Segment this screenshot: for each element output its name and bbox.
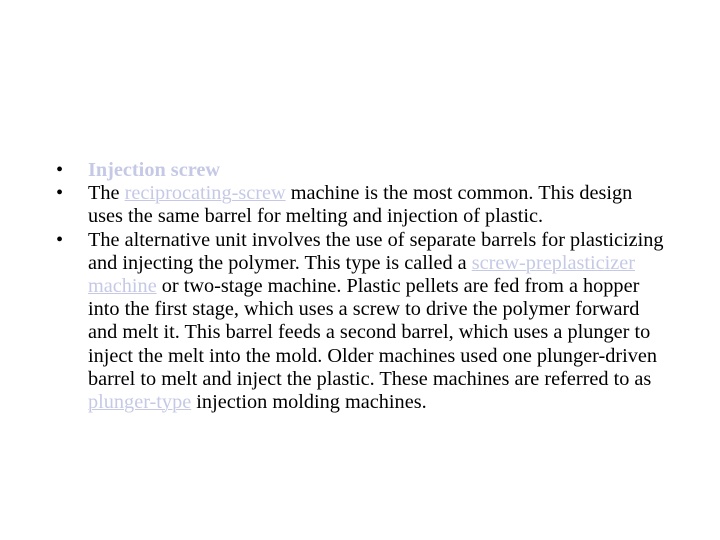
bullet-text: The — [88, 182, 125, 205]
bullet-item-injection-screw — [56, 159, 666, 182]
bullet-list — [56, 159, 666, 414]
bullet-item-reciprocating-screw — [56, 182, 666, 228]
bullet-item-alternative-unit — [56, 229, 666, 415]
bullet-text: The alternative unit involves the use of separate barrels for plasticizing and injecting the polymer. This type is called a — [88, 228, 664, 274]
bullet-text: machine is the most common. This design uses the same barrel for melting and injection of plastic. — [88, 182, 633, 228]
bullet-icon: • — [56, 159, 64, 181]
reciprocating-screw-link[interactable]: reciprocating-screw — [124, 182, 286, 205]
bullet-text: injection molding machines. — [191, 391, 427, 414]
screw-preplasticizer-link[interactable]: screw-preplasticizer machine — [88, 251, 636, 298]
bullet-text: or two-stage machine. Plastic pellets are fed from a hopper into the first stage, which uses a screw to drive the polymer forward and melt it. This barrel feeds a second barrel, which uses a plunger to inject the melt into the mold. Older machines used one plunger-driven barrel to melt and inject the plastic. These machines are referred to as — [88, 275, 658, 390]
injection-screw-link[interactable]: Injection screw — [88, 159, 220, 181]
plunger-type-link[interactable]: plunger-type — [88, 391, 192, 414]
bullet-icon: • — [56, 182, 64, 205]
bullet-icon: • — [56, 228, 64, 251]
